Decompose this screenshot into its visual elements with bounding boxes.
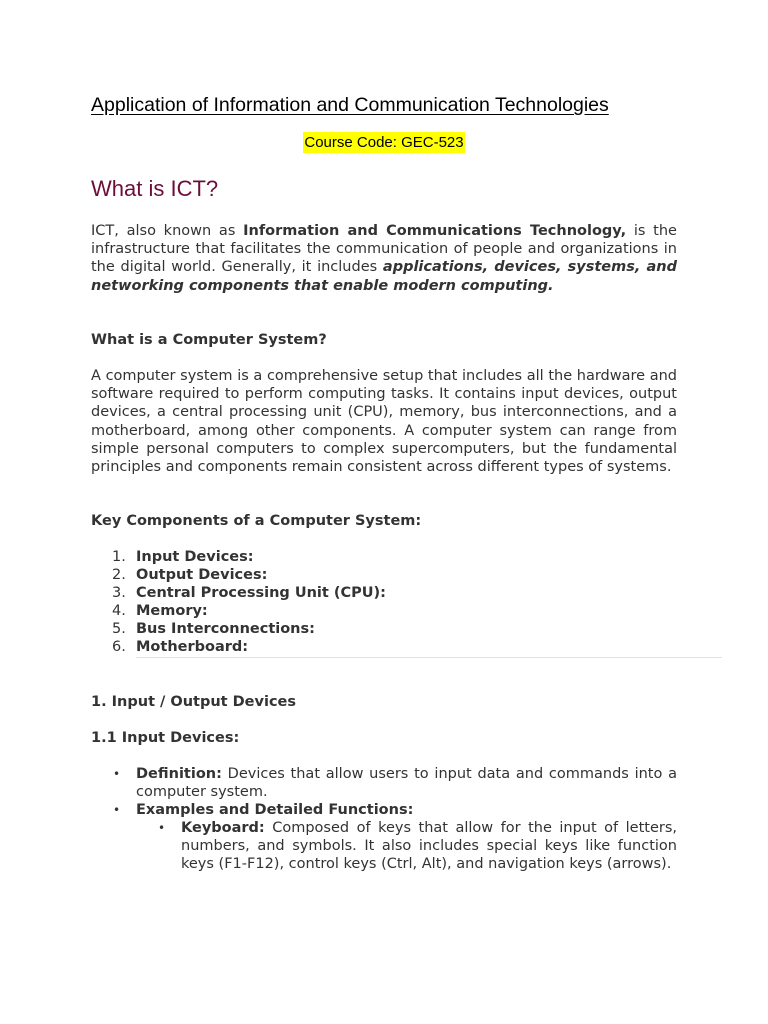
list-item xyxy=(91,620,386,638)
list-number: 4. xyxy=(112,603,126,620)
list-item-label: Input Devices: xyxy=(136,549,254,565)
keyboard-label: Keyboard: xyxy=(181,820,265,837)
definition-label: Definition: xyxy=(136,766,222,782)
computer-system-paragraph: A computer system is a comprehensive setup that includes all the hardware and software required to perform computing tasks. It contains input devices, output devices, a central processing unit (CPU), memory, bus interconnections, and a motherboard, among other components. A computer system can range from simple personal computers to complex supercomputers, but the fundamental principles and components remain consistent across different types of systems. xyxy=(91,368,677,476)
ict-text-1: ICT, also known as xyxy=(91,223,244,239)
list-item xyxy=(91,584,386,602)
list-item-examples xyxy=(91,801,677,873)
list-item-label: Memory: xyxy=(136,603,208,620)
list-item-label: Motherboard: xyxy=(136,639,249,656)
list-item xyxy=(91,638,386,656)
heading-input-output-devices: 1. Input / Output Devices xyxy=(91,694,297,710)
ict-text-3: is the infrastructure that facilitates the communication of people and organizations in the digital world. Generally, it includes xyxy=(91,223,677,276)
heading-input-devices: 1.1 Input Devices: xyxy=(91,730,240,746)
document-title: Application of Information and Communication Technologies xyxy=(91,94,609,116)
list-number: 5. xyxy=(112,621,126,638)
heading-what-is-ict: What is ICT? xyxy=(91,176,219,201)
horizontal-divider xyxy=(136,657,722,658)
list-item xyxy=(91,548,386,566)
ict-paragraph xyxy=(91,222,677,295)
ict-text-2: Information and Communications Technology, xyxy=(243,223,627,239)
key-components-list xyxy=(91,548,386,657)
input-devices-list xyxy=(91,765,677,874)
examples-label: Examples and Detailed Functions: xyxy=(136,802,414,819)
ict-text-4: applications, devices, systems, and networking components that enable modern computing. xyxy=(91,259,677,294)
list-item-keyboard xyxy=(136,819,677,873)
course-code-line xyxy=(0,134,768,151)
keyboard-text: Composed of keys that allow for the input of letters, numbers, and symbols. It also includes special keys like function keys (F1-F12), control keys (Ctrl, Alt), and navigation keys (arrows). xyxy=(181,820,677,873)
heading-computer-system: What is a Computer System? xyxy=(91,332,327,348)
list-item-label: Bus Interconnections: xyxy=(136,621,315,638)
list-number: 2. xyxy=(112,567,126,584)
examples-sublist xyxy=(136,819,677,873)
list-item-label: Central Processing Unit (CPU): xyxy=(136,585,386,602)
list-item-definition xyxy=(91,765,677,801)
list-item xyxy=(91,602,386,620)
course-code-highlight: Course Code: GEC-523 xyxy=(304,134,464,151)
list-item-label: Output Devices: xyxy=(136,567,268,584)
list-number: 6. xyxy=(112,639,126,656)
list-item xyxy=(91,566,386,584)
heading-key-components: Key Components of a Computer System: xyxy=(91,513,422,529)
definition-text: Devices that allow users to input data and commands into a computer system. xyxy=(136,766,677,801)
list-number: 1. xyxy=(112,549,126,565)
list-number: 3. xyxy=(112,585,126,602)
